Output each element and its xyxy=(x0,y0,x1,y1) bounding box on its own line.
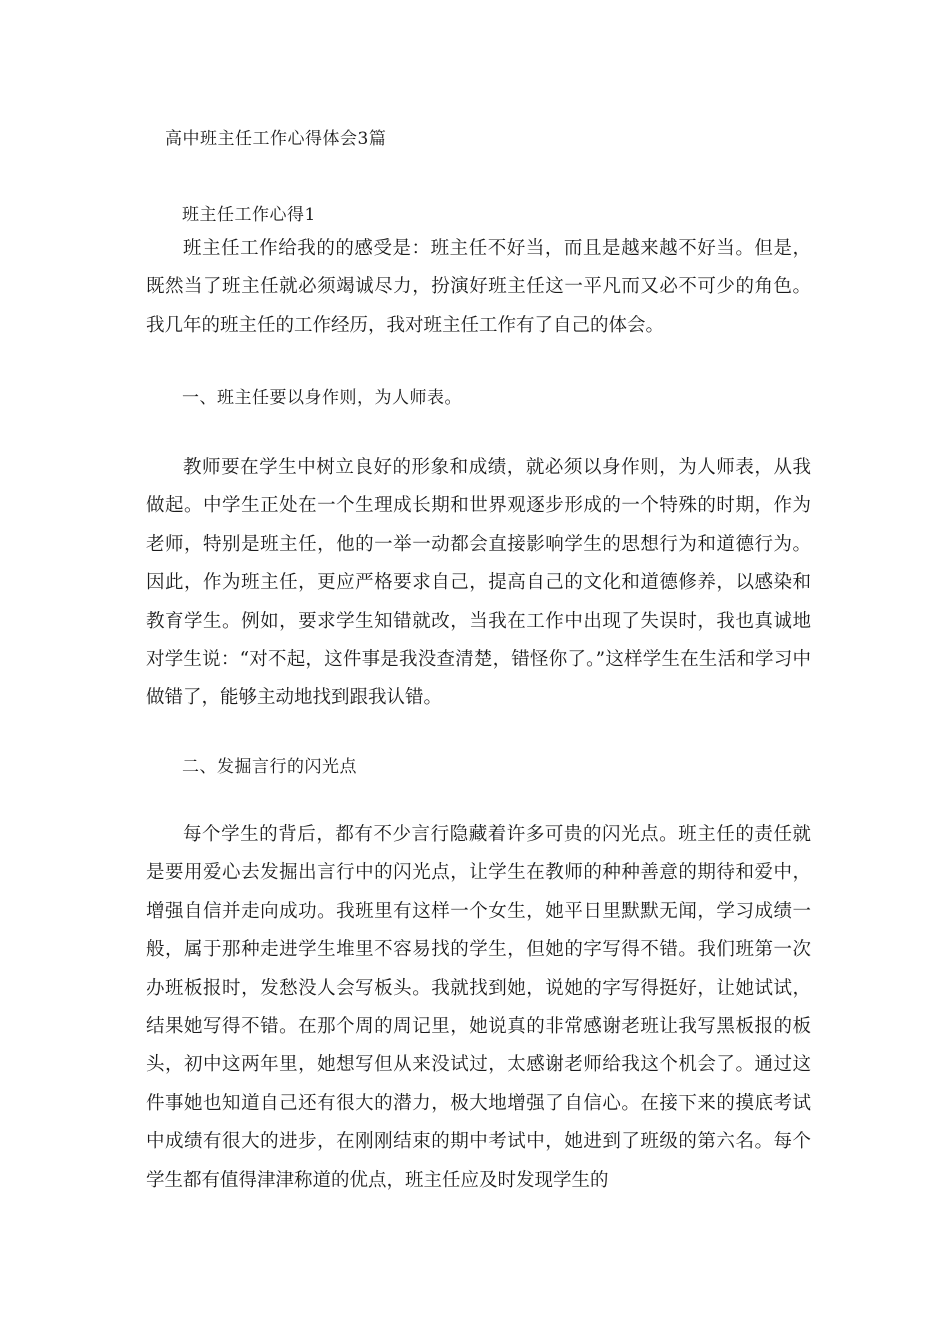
heading-bright-spots: 二、发掘言行的闪光点 xyxy=(182,757,357,777)
paragraph-lead-by-example: 教师要在学生中树立良好的形象和成绩，就必须以身作则，为人师表，从我做起。中学生正处在一个生理成长期和世界观逐步形成的一个特殊的时期，作为老师，特别是班主任，他的一举一动都会直接影响学生的思想行为和道德行为。因此，作为班主任，更应严格要求自己，提高自己的文化和道德修养，以感染和教育学生。例如，要求学生知错就改，当我在工作中出现了失误时，我也真诚地对学生说：“对不起，这件事是我没查清楚，错怪你了。”这样学生在生活和学习中做错了，能够主动地找到跟我认错。 xyxy=(146,457,811,709)
section-subtitle: 班主任工作心得1 xyxy=(182,205,316,225)
heading-lead-by-example: 一、班主任要以身作则，为人师表。 xyxy=(182,388,462,408)
document-title: 高中班主任工作心得体会3篇 xyxy=(165,129,387,149)
paragraph-intro: 班主任工作给我的的感受是：班主任不好当，而且是越来越不好当。但是，既然当了班主任就必须竭诚尽力，扮演好班主任这一平凡而又必不可少的角色。我几年的班主任的工作经历，我对班主任工作有了自己的体会。 xyxy=(146,238,811,336)
paragraph-bright-spots: 每个学生的背后，都有不少言行隐藏着许多可贵的闪光点。班主任的责任就是要用爱心去发掘出言行中的闪光点，让学生在教师的种种善意的期待和爱中，增强自信并走向成功。我班里有这样一个女生，她平日里默默无闻，学习成绩一般，属于那种走进学生堆里不容易找的学生，但她的字写得不错。我们班第一次办班板报时，发愁没人会写板头。我就找到她，说她的字写得挺好，让她试试，结果她写得不错。在那个周的周记里，她说真的非常感谢老班让我写黑板报的板头，初中这两年里，她想写但从来没试过，太感谢老师给我这个机会了。通过这件事她也知道自己还有很大的潜力，极大地增强了自信心。在接下来的摸底考试中成绩有很大的进步，在刚刚结束的期中考试中，她进到了班级的第六名。每个学生都有值得津津称道的优点，班主任应及时发现学生的 xyxy=(146,824,811,1191)
